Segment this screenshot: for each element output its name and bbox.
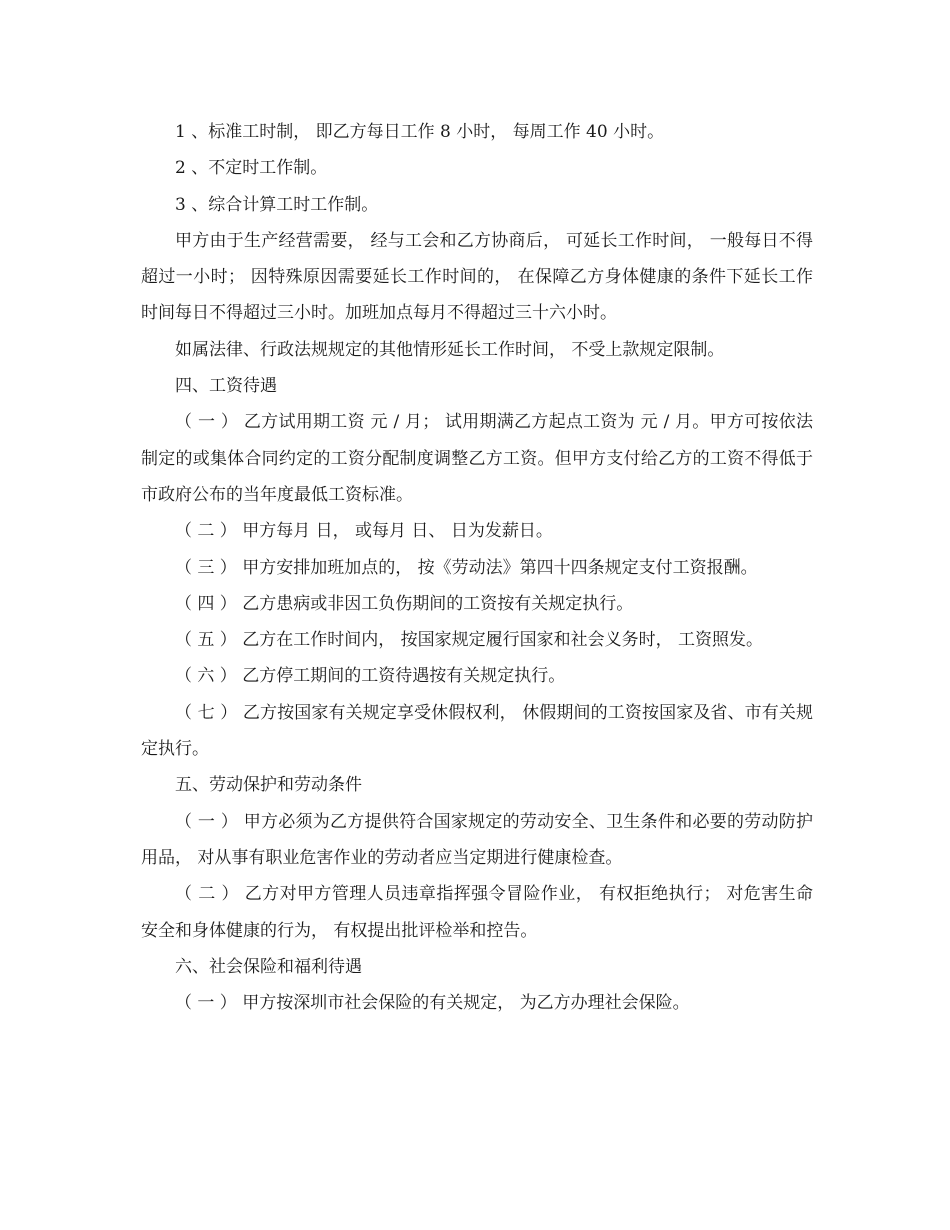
section-heading-social-insurance: 六、社会保险和福利待遇 xyxy=(175,956,362,977)
paragraph-comprehensive-hours: 3 、综合计算工时工作制。 xyxy=(175,194,379,215)
paragraph-legal-exceptions: 如属法律、行政法规规定的其他情形延长工作时间， 不受上款规定限制。 xyxy=(175,339,725,360)
clause-wage-3: （ 三 ） 甲方安排加班加点的， 按《劳动法》第四十四条规定支付工资报酬。 xyxy=(175,557,758,578)
paragraph-overtime-limits: 甲方由于生产经营需要， 经与工会和乙方协商后， 可延长工作时间， 一般每日不得超过一小时； 因特殊原因需要延长工作时间的， 在保障乙方身体健康的条件下延长工作时间每日不得超过三小时。加班加点每月不得超过三十六小时。 xyxy=(141,230,813,324)
clause-wage-6: （ 六 ） 乙方停工期间的工资待遇按有关规定执行。 xyxy=(175,666,566,687)
clause-wage-1: （ 一 ） 乙方试用期工资 元 / 月； 试用期满乙方起点工资为 元 / 月。甲方可按依法制定的或集体合同约定的工资分配制度调整乙方工资。但甲方支付给乙方的工资不得低于市政府公布的当年度最低工资标准。 xyxy=(141,412,813,505)
clause-wage-4: （ 四 ） 乙方患病或非因工负伤期间的工资按有关规定执行。 xyxy=(175,593,634,614)
section-heading-labor-protection: 五、劳动保护和劳动条件 xyxy=(175,775,362,796)
clause-protection-2: （ 二 ） 乙方对甲方管理人员违章指挥强令冒险作业， 有权拒绝执行； 对危害生命安全和身体健康的行为， 有权提出批评检举和控告。 xyxy=(141,884,813,941)
clause-wage-7: （ 七 ） 乙方按国家有关规定享受休假权利， 休假期间的工资按国家及省、市有关规定执行。 xyxy=(141,702,813,760)
clause-protection-1: （ 一 ） 甲方必须为乙方提供符合国家规定的劳动安全、卫生条件和必要的劳动防护用品， 对从事有职业危害作业的劳动者应当定期进行健康检查。 xyxy=(141,811,813,868)
clause-insurance-1: （ 一 ） 甲方按深圳市社会保险的有关规定， 为乙方办理社会保险。 xyxy=(175,993,690,1014)
clause-wage-5: （ 五 ） 乙方在工作时间内， 按国家规定履行国家和社会义务时， 工资照发。 xyxy=(175,630,764,651)
section-heading-wages: 四、工资待遇 xyxy=(175,376,277,397)
paragraph-flexible-hours: 2 、不定时工作制。 xyxy=(175,158,328,179)
document-body xyxy=(141,114,813,1021)
paragraph-standard-hours: 1 、标准工时制， 即乙方每日工作 8 小时， 每周工作 40 小时。 xyxy=(175,122,665,142)
clause-wage-2: （ 二 ） 甲方每月 日， 或每月 日、 日为发薪日。 xyxy=(175,521,553,542)
